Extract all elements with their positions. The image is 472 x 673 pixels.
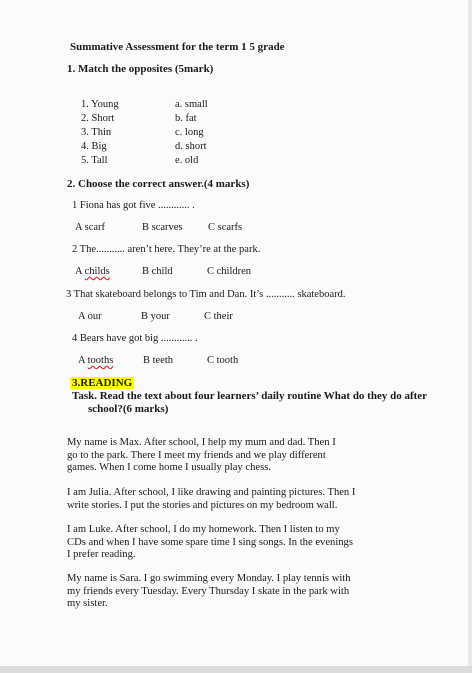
text-line: My name is Max. After school, I help my mum and dad. Then I xyxy=(67,437,336,448)
section3-heading: 3.READING xyxy=(72,377,133,389)
paragraph-julia xyxy=(67,487,387,512)
section2-heading: 2. Choose the correct answer.(4 marks) xyxy=(67,178,250,190)
question-4: 4 Bears have got big ............ . xyxy=(72,333,198,344)
q3-option-c: C their xyxy=(204,311,233,322)
q4-option-a: A tooths xyxy=(78,355,114,366)
q1-option-c: C scarfs xyxy=(208,222,243,233)
text-line: I am Luke. After school, I do my homework. Then I listen to my xyxy=(67,524,340,535)
text-line: write stories. I put the stories and pictures on my bedroom wall. xyxy=(67,499,338,511)
q2-option-a: A childs xyxy=(75,266,110,277)
q1-option-b: B scarves xyxy=(142,222,183,233)
text-line: I prefer reading. xyxy=(67,549,136,560)
question-2: 2 The........... aren’t here. They’re at the park. xyxy=(72,244,261,255)
task-instruction-line1: Task. Read the text about four learners’ daily routine What do they do after xyxy=(72,390,428,402)
question-1: 1 Fiona has got five ............ . xyxy=(72,200,195,211)
paragraph-sara xyxy=(67,573,387,611)
q3-option-a: A our xyxy=(78,311,102,322)
misspelled-word: tooths xyxy=(87,355,114,366)
match-left-item: 5. Tall xyxy=(81,155,108,166)
match-right-item: c. long xyxy=(175,127,204,138)
section1-heading: 1. Match the opposites (5mark) xyxy=(67,63,214,75)
text-line: I am Julia. After school, I like drawing and painting pictures. Then I xyxy=(67,487,356,498)
q3-option-b: B your xyxy=(141,311,170,322)
misspelled-word: childs xyxy=(84,266,110,277)
q2-option-c: C children xyxy=(207,266,252,277)
match-left-item: 4. Big xyxy=(81,141,107,152)
match-left-item: 2. Short xyxy=(81,113,115,124)
match-right-item: b. fat xyxy=(175,113,197,124)
q4-option-b: B teeth xyxy=(143,355,174,366)
q1-option-a: A scarf xyxy=(75,222,106,233)
text-line: My name is Sara. I go swimming every Monday. I play tennis with xyxy=(67,573,351,584)
text-line: games. When I come home I usually play chess. xyxy=(67,462,271,473)
q2-option-b: B child xyxy=(142,266,173,277)
match-right-item: e. old xyxy=(175,155,199,166)
match-left-item: 1. Young xyxy=(81,99,119,110)
text-line: go to the park. There I meet my friends and we play different xyxy=(67,449,326,461)
text-line: my sister. xyxy=(67,598,108,609)
text-line: my friends every Tuesday. Every Thursday I skate in the park with xyxy=(67,585,350,597)
q4-option-c: C tooth xyxy=(207,355,239,366)
match-right-item: a. small xyxy=(175,99,208,110)
match-right-item: d. short xyxy=(175,141,207,152)
text-line: CDs and when I have some spare time I sing songs. In the evenings xyxy=(67,536,353,548)
task-instruction-line2: school?(6 marks) xyxy=(88,403,169,415)
match-left-item: 3. Thin xyxy=(81,127,112,138)
paragraph-luke xyxy=(67,524,387,562)
question-3: 3 That skateboard belongs to Tim and Dan. It’s ........... skateboard. xyxy=(66,289,346,300)
page-title: Summative Assessment for the term 1 5 grade xyxy=(70,41,285,53)
paragraph-max xyxy=(67,437,387,475)
page-bottom-edge xyxy=(0,666,472,673)
